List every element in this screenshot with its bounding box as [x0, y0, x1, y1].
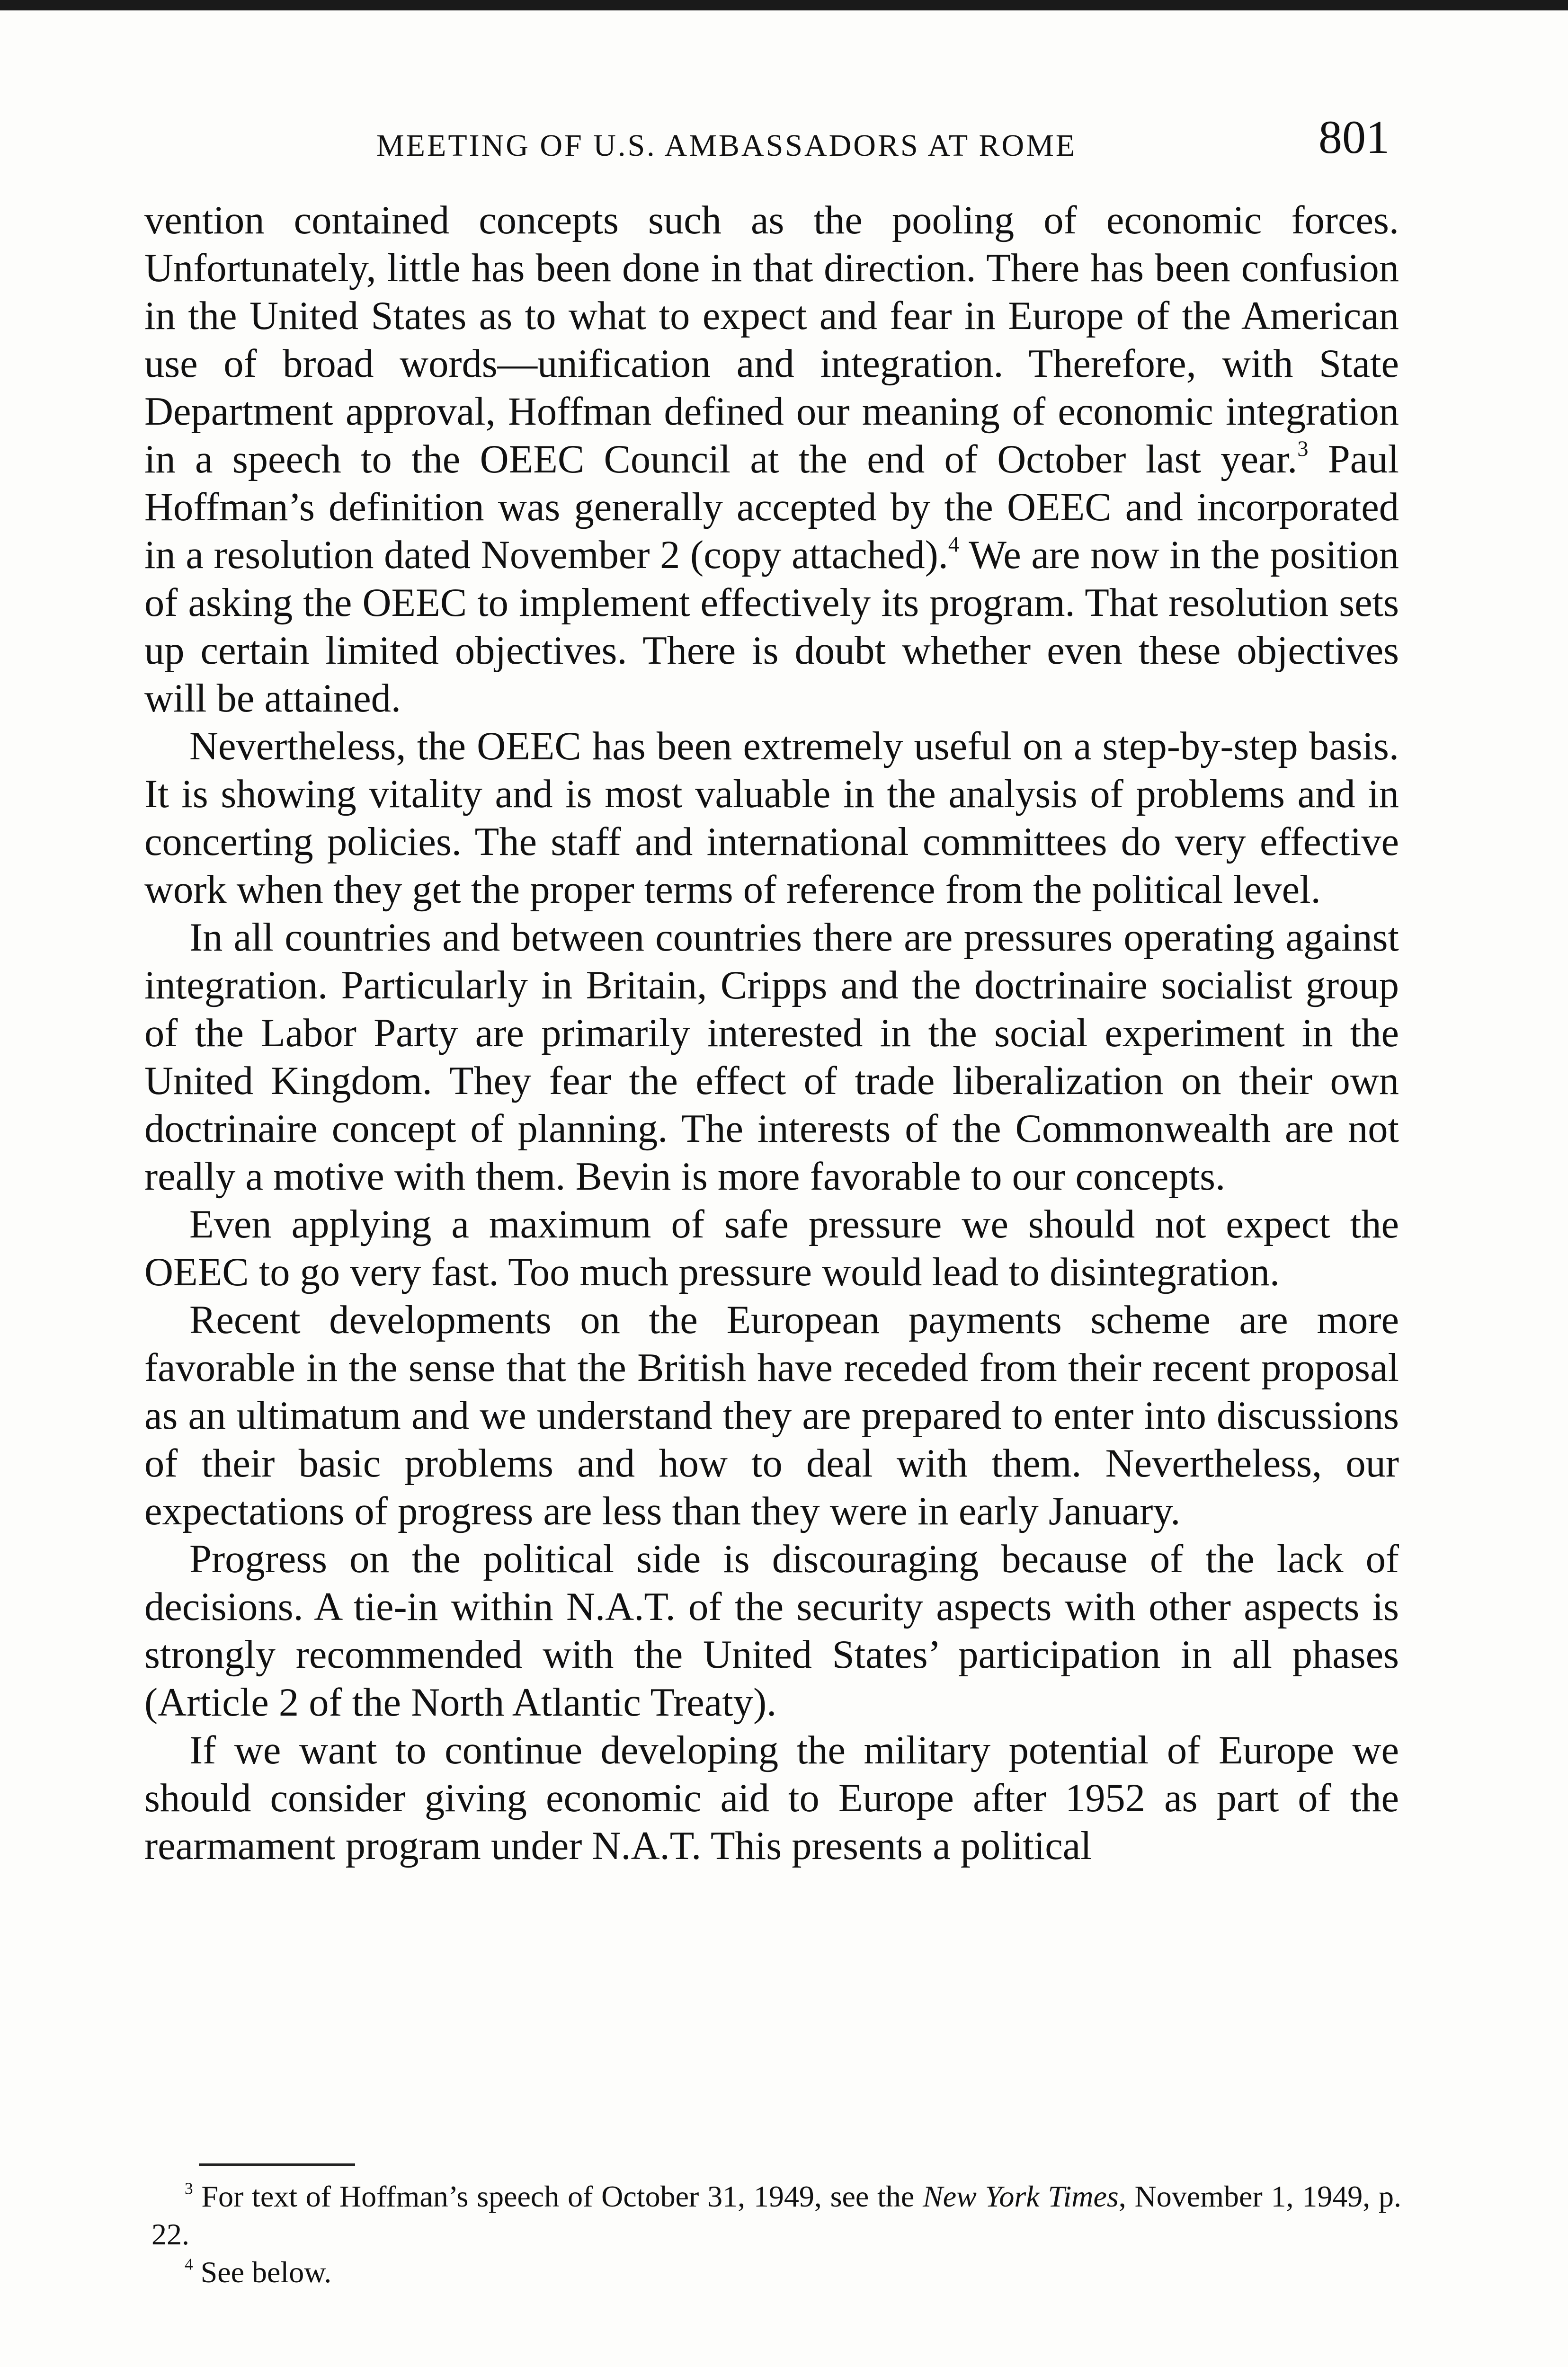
text-run: In all countries and between countries there are pressures operating against integration. Particularly in Britain, Cripps and the doctrinaire socialist group of the Labor Party are primarily interested in the social experiment in the United Kingdom. They fear the effect of trade liberalization on their own doctrinaire concept of planning. The interests of the Commonwealth are not really a motive with them. Bevin is more favorable to our concepts. [144, 916, 1399, 1199]
paragraph [144, 1201, 1399, 1296]
paragraph [144, 196, 1399, 722]
text-run: Paul Hoffman’s definition was generally accepted by the OEEC and incorporated in a resolution dated November 2 (copy attached). [144, 437, 1399, 577]
footnote [151, 2178, 1401, 2253]
text-run: Nevertheless, the OEEC has been extremely useful on a step-by-step basis. It is showing vitality and is most valuable in the analysis of problems and in concerting policies. The staff and international committees do very effective work when they get the proper terms of reference from the political level. [144, 724, 1399, 912]
footnote-marker: 4 [948, 533, 960, 557]
paragraph [144, 1296, 1399, 1535]
footnote [151, 2253, 1401, 2291]
footnote-separator [199, 2163, 355, 2166]
text-run: Progress on the political side is discouraging because of the lack of decisions. A tie-in within N.A.T. of the security aspects with other aspects is strongly recommended with the United States’ participation in all phases (Article 2 of the North Atlantic Treaty). [144, 1537, 1399, 1725]
text-run: vention contained concepts such as the pooling of economic forces. Unfortunately, little has been done in that direction. There has been confusion in the United States as to what to expect and fear in Europe of the American use of broad words—unification and integration. Therefore, with State Department approval, Hoffman defined our meaning of economic integration in a speech to the OEEC Council at the end of October last year. [144, 198, 1399, 481]
footnote-marker: 3 [185, 2179, 193, 2198]
paragraph [144, 1535, 1399, 1726]
paragraph [144, 722, 1399, 914]
text-run: , November 1, 1949, p. 22. [151, 2180, 1402, 2251]
text-run: We are now in the position of asking the OEEC to implement effectively its program. That resolution sets up certain limited objectives. There is doubt whether even these objectives will be attained. [144, 533, 1399, 721]
footnote-marker: 3 [1297, 437, 1309, 462]
text-run: For text of Hoffman’s speech of October 31, 1949, see the [193, 2180, 923, 2213]
page-number: 801 [1319, 111, 1390, 163]
top-border-rule [0, 0, 1568, 10]
page-header [144, 99, 1399, 170]
text-run: Recent developments on the European payments scheme are more favorable in the sense that the British have receded from their recent proposal as an ultimatum and we understand they are prepared to enter into discussions of their basic problems and how to deal with them. Nevertheless, our expectations of progress are less than they were in early January. [144, 1298, 1399, 1533]
italic-text: New York Times [923, 2180, 1119, 2213]
text-run: See below. [193, 2255, 332, 2289]
footnotes [151, 2178, 1401, 2291]
text-run: Even applying a maximum of safe pressure we should not expect the OEEC to go very fast. Too much pressure would lead to disintegration. [144, 1202, 1399, 1294]
body-text [144, 196, 1399, 1870]
footnote-marker: 4 [185, 2255, 193, 2274]
text-run: If we want to continue developing the military potential of Europe we should consider giving economic aid to Europe after 1952 as part of the rearmament program under N.A.T. This presents a political [144, 1728, 1399, 1868]
paragraph [144, 914, 1399, 1201]
running-head: MEETING OF U.S. AMBASSADORS AT ROME [376, 128, 1077, 163]
paragraph [144, 1726, 1399, 1870]
